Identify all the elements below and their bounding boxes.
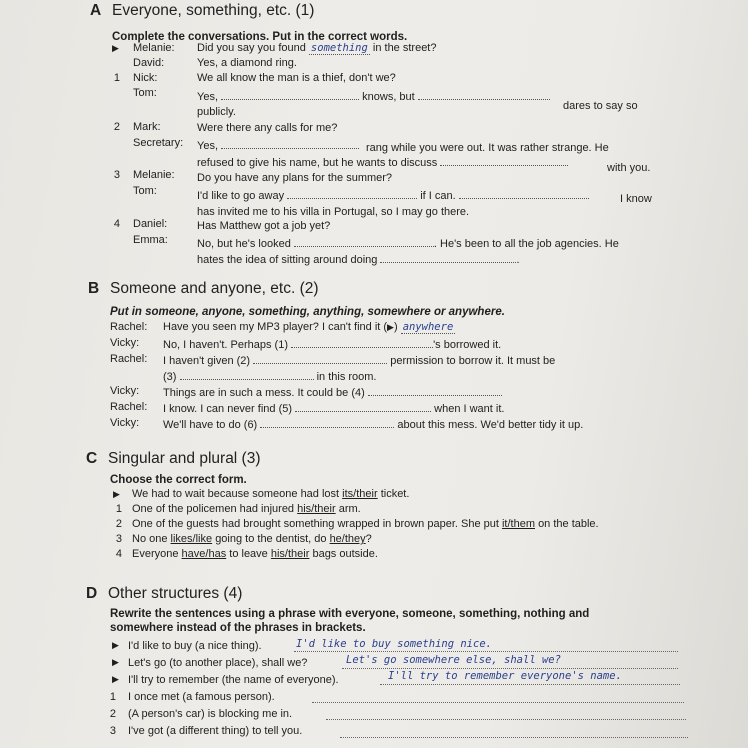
dialogue-line <box>197 236 619 251</box>
text: No, but he's looked <box>197 238 291 250</box>
text: bags outside. <box>312 548 378 560</box>
exercise-line: I'd like to buy (a nice thing). <box>128 640 262 652</box>
text: Yes, <box>197 91 219 103</box>
handwritten-answer: Let's go somewhere else, shall we? <box>346 654 561 666</box>
text: hates the idea of sitting around doing <box>197 254 378 266</box>
dialogue-line: Were there any calls for me? <box>197 122 338 134</box>
handwritten-answer: I'd like to buy something nice. <box>296 638 492 650</box>
item-number: 1 <box>113 72 120 84</box>
speaker: Emma: <box>133 234 168 246</box>
answer-blank[interactable] <box>380 252 516 263</box>
exercise-line: I've got (a different thing) to tell you. <box>128 725 303 737</box>
speaker: Nick: <box>133 72 158 84</box>
item-number: 2 <box>109 708 116 720</box>
dialogue-line <box>197 188 589 203</box>
speaker: Vicky: <box>110 385 140 397</box>
exercise-line <box>132 533 372 546</box>
answer-blank[interactable] <box>440 155 568 166</box>
item-number: 1 <box>109 691 116 703</box>
speaker: Melanie: <box>133 42 175 54</box>
section-c-instruction: Choose the correct form. <box>110 474 247 486</box>
dialogue-line: Yes, a diamond ring. <box>197 57 297 69</box>
text: I'd like to go away <box>197 190 285 202</box>
answer-line[interactable] <box>326 718 686 720</box>
dialogue-line: publicly. <box>197 106 236 118</box>
example-marker: ▶ <box>112 674 119 684</box>
section-b-letter: B <box>88 280 100 297</box>
dialogue-line <box>163 385 502 400</box>
section-c-letter: C <box>86 450 98 467</box>
text: knows, but <box>362 91 415 103</box>
text: in this room. <box>316 371 377 383</box>
speaker: Rachel: <box>110 401 148 413</box>
exercise-line: I'll try to remember (the name of everyone). <box>128 674 339 686</box>
dialogue-line <box>197 155 568 170</box>
text: on the table. <box>538 518 599 530</box>
section-d-name: Other structures (4) <box>108 585 243 602</box>
answer-line <box>342 667 678 669</box>
text: about this mess. We'd better tidy it up. <box>397 419 584 431</box>
section-b-title <box>88 280 319 298</box>
speaker: Daniel: <box>133 218 168 230</box>
text: We had to wait because someone had lost <box>132 488 340 500</box>
item-number: 3 <box>115 533 122 545</box>
section-a-instruction: Complete the conversations. Put in the correct words. <box>112 31 408 43</box>
handwritten-answer: anywhere <box>402 321 454 333</box>
dialogue-line: Has Matthew got a job yet? <box>197 220 331 232</box>
section-b-name: Someone and anyone, etc. (2) <box>110 280 319 297</box>
section-a-title <box>90 2 314 20</box>
dialogue-line <box>163 321 455 334</box>
speaker: David: <box>133 57 165 69</box>
answer-blank[interactable] <box>287 188 417 199</box>
speaker: Vicky: <box>110 337 140 349</box>
example-marker: ▶ <box>113 489 120 499</box>
example-marker: ▶ <box>387 322 394 332</box>
text: (3) <box>163 371 177 383</box>
section-d-letter: D <box>86 585 98 602</box>
text: I know. I can never find (5) <box>163 403 293 415</box>
dialogue-line: We all know the man is a thief, don't we? <box>197 72 396 84</box>
text: to leave <box>229 548 268 560</box>
answer-line[interactable] <box>312 701 684 703</box>
text: going to the dentist, do <box>215 533 327 545</box>
item-number: 4 <box>113 218 120 230</box>
answer-blank[interactable] <box>459 188 589 199</box>
dialogue-line <box>163 417 583 432</box>
item-number: 3 <box>113 169 120 181</box>
dialogue-line: has invited me to his villa in Portugal, so I may go there. <box>197 206 470 218</box>
text: Yes, <box>197 140 219 152</box>
exercise-line <box>132 488 409 501</box>
dialogue-line <box>163 401 504 416</box>
text: We'll have to do (6) <box>163 419 258 431</box>
dialogue-line: dares to say so <box>563 100 638 112</box>
dialogue-line <box>197 252 520 267</box>
item-number: 3 <box>109 725 116 737</box>
text: ) <box>393 321 398 333</box>
exercise-line <box>132 503 361 516</box>
text: No one <box>132 533 168 545</box>
section-c-title <box>86 450 261 468</box>
answer-blank[interactable] <box>180 369 314 380</box>
dialogue-line <box>197 89 550 104</box>
answer-line[interactable] <box>340 736 688 738</box>
example-marker: ▶ <box>112 43 119 53</box>
section-c-name: Singular and plural (3) <box>108 450 261 467</box>
text: arm. <box>338 503 361 515</box>
answer-blank[interactable] <box>294 236 434 247</box>
item-number: 4 <box>115 548 122 560</box>
answer-blank[interactable] <box>368 385 502 396</box>
speaker: Tom: <box>133 87 157 99</box>
dialogue-line: Do you have any plans for the summer? <box>197 172 393 184</box>
choice-option[interactable]: it/them <box>501 518 535 530</box>
section-d-instruction: Rewrite the sentences using a phrase with everyone, someone, something, nothing and <box>110 608 590 620</box>
text: One of the guests had brought something wrapped in brown paper. She put <box>132 518 499 530</box>
text: in the street? <box>372 42 437 54</box>
speaker: Rachel: <box>110 321 148 333</box>
section-d-title <box>86 585 242 603</box>
text: Everyone <box>132 548 179 560</box>
example-marker: ▶ <box>112 640 119 650</box>
text: Things are in such a mess. It could be (4) <box>163 387 365 399</box>
exercise-line <box>132 518 599 531</box>
text: . <box>516 254 520 266</box>
answer-blank[interactable] <box>221 89 359 100</box>
dialogue-line <box>163 369 377 384</box>
section-a-letter: A <box>90 2 102 19</box>
answer-line <box>380 683 680 685</box>
speaker: Vicky: <box>110 417 140 429</box>
item-number: 1 <box>115 503 122 515</box>
exercise-line: Let's go (to another place), shall we? <box>128 657 308 669</box>
text: . He's been to all the job agencies. He <box>433 238 619 250</box>
answer-line <box>294 650 678 652</box>
answer-blank[interactable] <box>253 353 387 364</box>
answer-blank[interactable] <box>260 417 394 428</box>
speaker: Tom: <box>133 185 157 197</box>
dialogue-line <box>163 337 501 352</box>
choice-option[interactable]: he/they <box>329 533 366 545</box>
text: One of the policemen had injured <box>132 503 295 515</box>
choice-option[interactable]: his/their <box>297 503 336 515</box>
handwritten-answer: I'll try to remember everyone's name. <box>388 670 622 682</box>
section-d-instruction-cont: somewhere instead of the phrases in brackets. <box>110 622 366 634</box>
exercise-line: I once met (a famous person). <box>128 691 275 703</box>
dialogue-line: I know <box>620 193 652 205</box>
example-marker: ▶ <box>112 657 119 667</box>
speaker: Secretary: <box>133 137 184 149</box>
section-a-name: Everyone, something, etc. (1) <box>112 2 315 19</box>
text: ? <box>365 533 372 545</box>
text: Have you seen my MP3 player? I can't find it ( <box>163 321 388 333</box>
dialogue-line <box>197 138 359 153</box>
text: when I want it. <box>434 403 505 415</box>
item-number: 2 <box>113 121 120 133</box>
exercise-line <box>132 548 378 561</box>
dialogue-line: with you. <box>607 162 651 174</box>
text: No, I haven't. Perhaps (1) <box>163 339 288 351</box>
answer-blank[interactable] <box>291 337 433 348</box>
text: if I can. <box>420 190 456 202</box>
item-number: 2 <box>115 518 122 530</box>
choice-option[interactable]: have/has <box>181 548 227 560</box>
section-b-instruction: Put in someone, anyone, something, anything, somewhere or anywhere. <box>110 306 505 318</box>
dialogue-line: rang while you were out. It was rather strange. He <box>366 142 609 154</box>
handwritten-answer: something <box>310 42 368 54</box>
text: I haven't given (2) <box>163 355 251 367</box>
speaker: Melanie: <box>133 169 175 181</box>
choice-option[interactable]: his/their <box>270 548 310 560</box>
text: Did you say you found <box>197 42 306 54</box>
text: refused to give his name, but he wants to discuss <box>197 157 438 169</box>
answer-blank[interactable] <box>418 89 550 100</box>
answer-blank[interactable] <box>221 138 359 149</box>
choice-option[interactable]: its/their <box>342 488 378 500</box>
text: permission to borrow it. It must be <box>390 355 556 367</box>
dialogue-line <box>163 353 555 368</box>
exercise-line: (A person's car) is blocking me in. <box>128 708 293 720</box>
dialogue-line <box>197 42 436 55</box>
text: ticket. <box>380 488 410 500</box>
choice-option[interactable]: likes/like <box>170 533 213 545</box>
answer-blank[interactable] <box>295 401 431 412</box>
speaker: Mark: <box>133 121 161 133</box>
speaker: Rachel: <box>110 353 148 365</box>
text: 's borrowed it. <box>433 339 502 351</box>
